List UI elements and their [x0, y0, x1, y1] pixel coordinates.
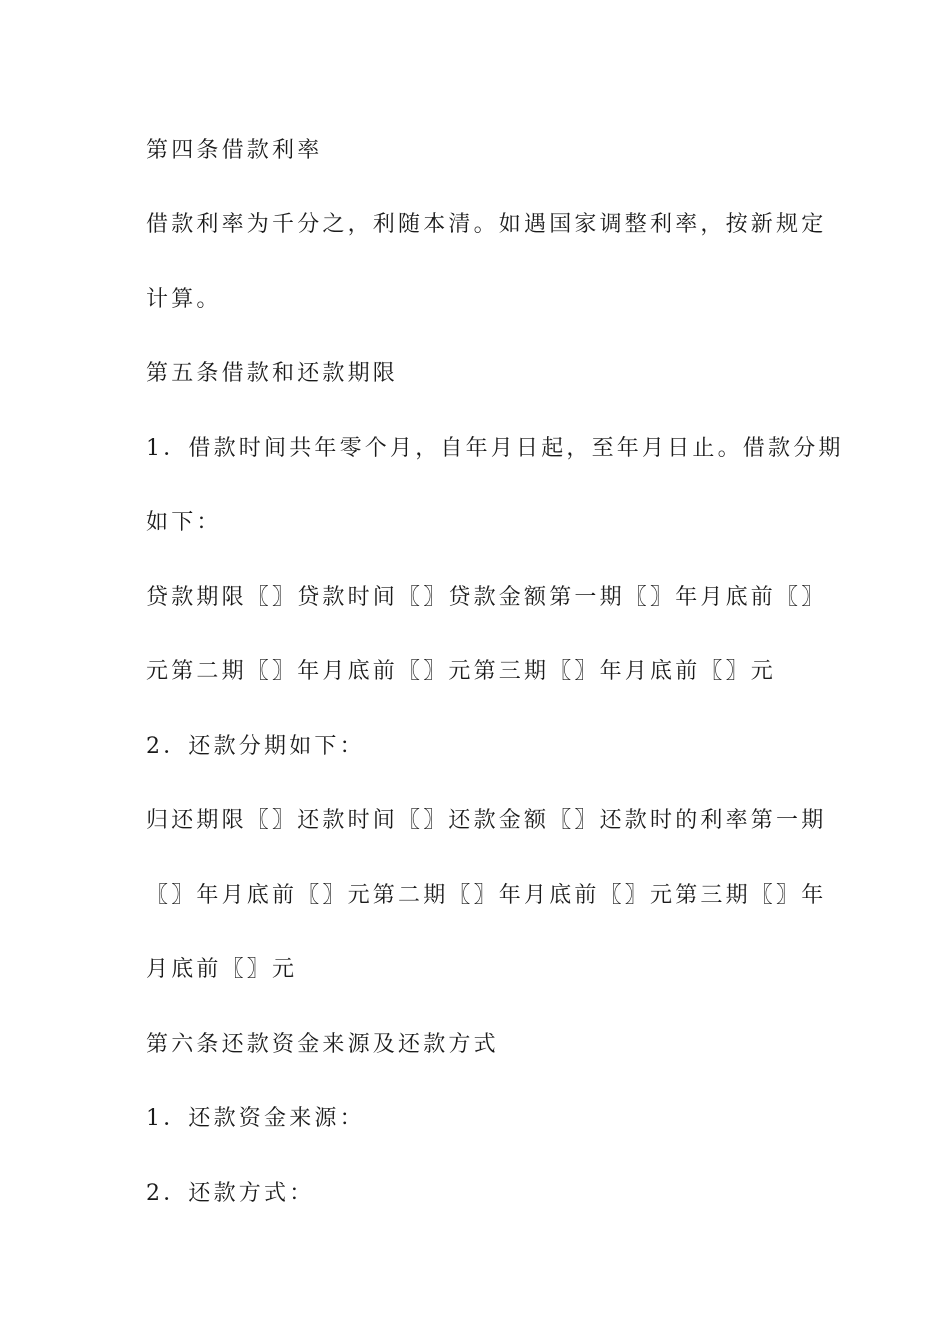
- repayment-schedule-line-3: 月底前〖〗元: [146, 957, 298, 982]
- article-4-text-line-1: 借款利率为千分之，利随本清。如遇国家调整利率，按新规定: [146, 212, 827, 237]
- article-6-heading: 第六条还款资金来源及还款方式: [146, 1032, 499, 1057]
- article-5-heading: 第五条借款和还款期限: [146, 361, 399, 386]
- repayment-schedule-line-1: 归还期限〖〗还款时间〖〗还款金额〖〗还款时的利率第一期: [146, 808, 827, 833]
- article-6-item-1: 1．还款资金来源：: [146, 1106, 365, 1131]
- loan-schedule-line-2: 元第二期〖〗年月底前〖〗元第三期〖〗年月底前〖〗元: [146, 659, 777, 684]
- loan-schedule-line-1: 贷款期限〖〗贷款时间〖〗贷款金额第一期〖〗年月底前〖〗: [146, 585, 827, 610]
- article-5-item-2: 2．还款分期如下：: [146, 734, 365, 759]
- article-4-heading: 第四条借款利率: [146, 138, 323, 163]
- article-4-text-line-2: 计算。: [146, 287, 222, 312]
- repayment-schedule-line-2: 〖〗年月底前〖〗元第二期〖〗年月底前〖〗元第三期〖〗年: [146, 883, 827, 908]
- article-5-item-1-line-1: 1．借款时间共年零个月，自年月日起，至年月日止。借款分期: [146, 436, 844, 461]
- article-6-item-2: 2．还款方式：: [146, 1181, 315, 1206]
- article-5-item-1-line-2: 如下：: [146, 510, 222, 535]
